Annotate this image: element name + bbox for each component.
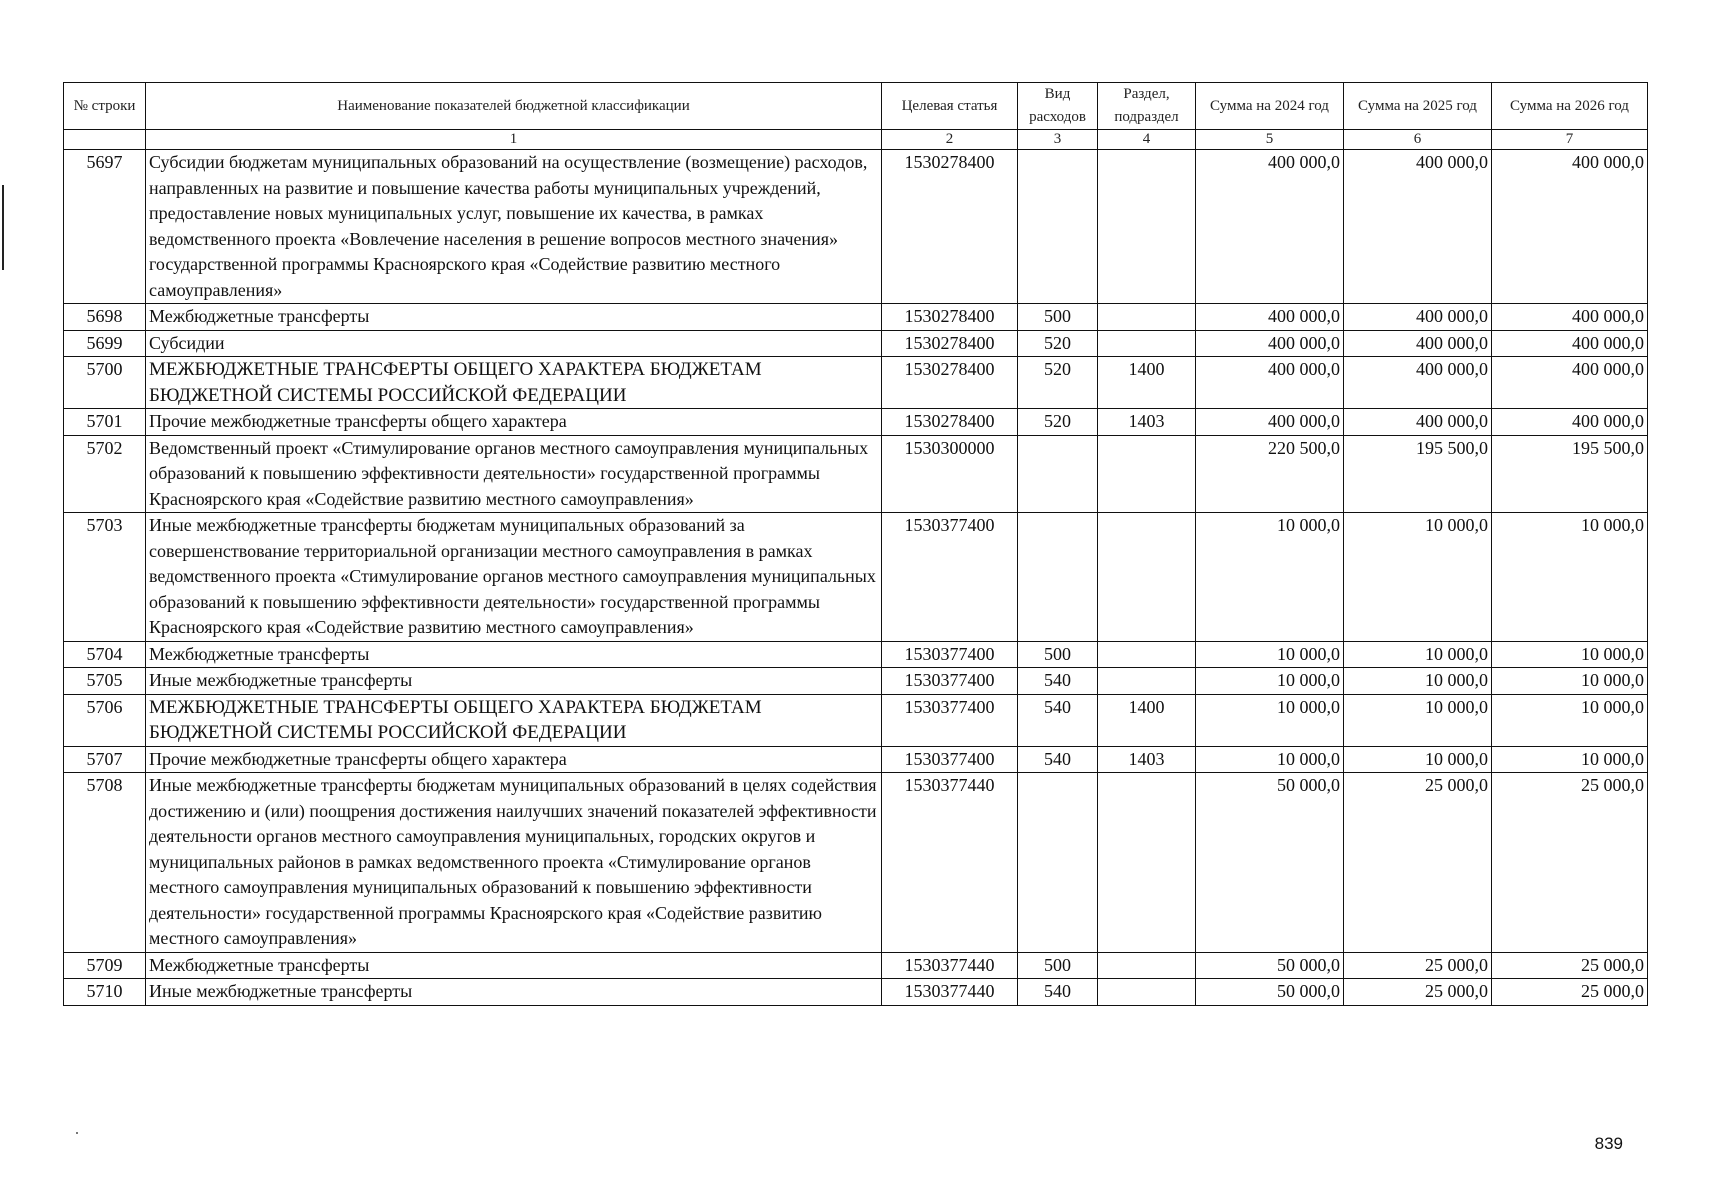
- row-number: 5702: [64, 435, 146, 513]
- row-sum-2025: 10 000,0: [1344, 513, 1492, 642]
- column-number: 2: [882, 130, 1018, 150]
- row-sum-2026: 400 000,0: [1492, 357, 1648, 409]
- row-razd: [1098, 330, 1196, 357]
- column-number: 6: [1344, 130, 1492, 150]
- row-sum-2026: 400 000,0: [1492, 409, 1648, 436]
- row-vid: 540: [1018, 979, 1098, 1006]
- row-code: 1530377400: [882, 668, 1018, 695]
- budget-table: [63, 82, 1648, 1006]
- row-razd: 1403: [1098, 409, 1196, 436]
- row-razd: 1400: [1098, 357, 1196, 409]
- row-sum-2026: 25 000,0: [1492, 979, 1648, 1006]
- row-sum-2025: 25 000,0: [1344, 979, 1492, 1006]
- scan-speck: [76, 1132, 78, 1134]
- row-sum-2026: 400 000,0: [1492, 330, 1648, 357]
- table-row: [64, 150, 1648, 304]
- row-number: 5704: [64, 641, 146, 668]
- row-name: Субсидии бюджетам муниципальных образований на осуществление (возмещение) расходов, направленных на развитие и повышение качества работы муниципальных учреждений, предоставление новых муниципальных услуг, повышение их качества, в рамках ведомственного проекта «Вовлечение населения в решение вопросов местного значения» государственной программы Красноярского края «Содействие развитию местного самоуправления»: [146, 150, 882, 304]
- row-name: Иные межбюджетные трансферты: [146, 668, 882, 695]
- row-code: 1530377440: [882, 952, 1018, 979]
- column-number: 1: [146, 130, 882, 150]
- table-row: [64, 773, 1648, 953]
- row-vid: 520: [1018, 330, 1098, 357]
- row-sum-2026: 400 000,0: [1492, 304, 1648, 331]
- row-number: 5708: [64, 773, 146, 953]
- table-row: [64, 979, 1648, 1006]
- row-razd: 1400: [1098, 694, 1196, 746]
- row-name: Ведомственный проект «Стимулирование органов местного самоуправления муниципальных образований к повышению эффективности деятельности» государственной программы Красноярского края «Содействие развитию местного самоуправления»: [146, 435, 882, 513]
- row-number: 5701: [64, 409, 146, 436]
- row-vid: 540: [1018, 746, 1098, 773]
- row-sum-2025: 10 000,0: [1344, 668, 1492, 695]
- row-code: 1530278400: [882, 409, 1018, 436]
- row-vid: 500: [1018, 952, 1098, 979]
- row-razd: 1403: [1098, 746, 1196, 773]
- row-vid: [1018, 435, 1098, 513]
- row-name: Субсидии: [146, 330, 882, 357]
- row-name: Иные межбюджетные трансферты: [146, 979, 882, 1006]
- row-sum-2024: 10 000,0: [1196, 668, 1344, 695]
- table-row: [64, 668, 1648, 695]
- row-name: Прочие межбюджетные трансферты общего характера: [146, 409, 882, 436]
- header-sum-2025: Сумма на 2025 год: [1344, 83, 1492, 130]
- header-code: Целевая статья: [882, 83, 1018, 130]
- row-sum-2024: 50 000,0: [1196, 773, 1344, 953]
- row-number: 5699: [64, 330, 146, 357]
- row-sum-2024: 10 000,0: [1196, 694, 1344, 746]
- row-sum-2026: 25 000,0: [1492, 952, 1648, 979]
- row-sum-2025: 400 000,0: [1344, 304, 1492, 331]
- row-sum-2024: 10 000,0: [1196, 746, 1344, 773]
- row-razd: [1098, 513, 1196, 642]
- row-number: 5705: [64, 668, 146, 695]
- row-vid: 500: [1018, 641, 1098, 668]
- table-row: [64, 513, 1648, 642]
- row-vid: [1018, 150, 1098, 304]
- row-sum-2024: 10 000,0: [1196, 641, 1344, 668]
- row-sum-2025: 400 000,0: [1344, 409, 1492, 436]
- row-sum-2024: 400 000,0: [1196, 357, 1344, 409]
- row-sum-2024: 10 000,0: [1196, 513, 1344, 642]
- row-code: 1530278400: [882, 357, 1018, 409]
- column-number-row: [64, 130, 1648, 150]
- row-code: 1530377440: [882, 979, 1018, 1006]
- row-vid: 540: [1018, 668, 1098, 695]
- column-number-blank: [64, 130, 146, 150]
- row-sum-2025: 10 000,0: [1344, 746, 1492, 773]
- column-number: 4: [1098, 130, 1196, 150]
- row-name: Иные межбюджетные трансферты бюджетам муниципальных образований за совершенствование территориальной организации местного самоуправления в рамках ведомственного проекта «Стимулирование органов местного самоуправления муниципальных образований к повышению эффективности деятельности» государственной программы Красноярского края «Содействие развитию местного самоуправления»: [146, 513, 882, 642]
- table-body: [64, 150, 1648, 1006]
- row-sum-2024: 400 000,0: [1196, 304, 1344, 331]
- row-code: 1530377400: [882, 513, 1018, 642]
- row-razd: [1098, 773, 1196, 953]
- row-razd: [1098, 641, 1196, 668]
- row-sum-2024: 50 000,0: [1196, 952, 1344, 979]
- row-razd: [1098, 304, 1196, 331]
- row-code: 1530278400: [882, 304, 1018, 331]
- row-sum-2026: 10 000,0: [1492, 746, 1648, 773]
- row-razd: [1098, 150, 1196, 304]
- row-vid: 540: [1018, 694, 1098, 746]
- row-code: 1530377400: [882, 641, 1018, 668]
- table-row: [64, 304, 1648, 331]
- table-row: [64, 694, 1648, 746]
- page-number: 839: [1594, 1134, 1623, 1153]
- table-row: [64, 746, 1648, 773]
- row-name: Прочие межбюджетные трансферты общего характера: [146, 746, 882, 773]
- row-sum-2024: 50 000,0: [1196, 979, 1344, 1006]
- margin-mark: [2, 185, 4, 270]
- header-name: Наименование показателей бюджетной классификации: [146, 83, 882, 130]
- row-sum-2026: 400 000,0: [1492, 150, 1648, 304]
- column-number: 5: [1196, 130, 1344, 150]
- row-sum-2026: 195 500,0: [1492, 435, 1648, 513]
- row-razd: [1098, 952, 1196, 979]
- column-number: 7: [1492, 130, 1648, 150]
- row-sum-2025: 400 000,0: [1344, 357, 1492, 409]
- row-number: 5698: [64, 304, 146, 331]
- row-sum-2025: 10 000,0: [1344, 641, 1492, 668]
- header-row: [64, 83, 1648, 130]
- row-sum-2026: 10 000,0: [1492, 513, 1648, 642]
- table-row: [64, 330, 1648, 357]
- row-sum-2024: 400 000,0: [1196, 150, 1344, 304]
- header-vid: Вид расходов: [1018, 83, 1098, 130]
- row-sum-2025: 195 500,0: [1344, 435, 1492, 513]
- row-sum-2024: 400 000,0: [1196, 409, 1344, 436]
- table-row: [64, 952, 1648, 979]
- row-code: 1530377440: [882, 773, 1018, 953]
- row-razd: [1098, 979, 1196, 1006]
- row-name: Межбюджетные трансферты: [146, 952, 882, 979]
- row-number: 5707: [64, 746, 146, 773]
- row-razd: [1098, 668, 1196, 695]
- row-sum-2024: 220 500,0: [1196, 435, 1344, 513]
- row-code: 1530278400: [882, 330, 1018, 357]
- row-code: 1530377400: [882, 746, 1018, 773]
- row-number: 5697: [64, 150, 146, 304]
- row-name: Иные межбюджетные трансферты бюджетам муниципальных образований в целях содействия достижению и (или) поощрения достижения наилучших значений показателей эффективности деятельности органов местного самоуправления муниципальных, городских округов и муниципальных районов в рамках ведомственного проекта «Стимулирование органов местного самоуправления муниципальных образований к повышению эффективности деятельности» государственной программы Красноярского края «Содействие развитию местного самоуправления»: [146, 773, 882, 953]
- header-razd: Раздел, подраздел: [1098, 83, 1196, 130]
- row-vid: 520: [1018, 409, 1098, 436]
- row-vid: 500: [1018, 304, 1098, 331]
- row-name: Межбюджетные трансферты: [146, 641, 882, 668]
- row-sum-2025: 10 000,0: [1344, 694, 1492, 746]
- column-number: 3: [1018, 130, 1098, 150]
- row-sum-2025: 400 000,0: [1344, 330, 1492, 357]
- row-code: 1530377400: [882, 694, 1018, 746]
- row-number: 5709: [64, 952, 146, 979]
- header-num: № строки: [64, 83, 146, 130]
- row-razd: [1098, 435, 1196, 513]
- table-row: [64, 409, 1648, 436]
- row-sum-2026: 10 000,0: [1492, 694, 1648, 746]
- table-row: [64, 357, 1648, 409]
- row-name: МЕЖБЮДЖЕТНЫЕ ТРАНСФЕРТЫ ОБЩЕГО ХАРАКТЕРА БЮДЖЕТАМ БЮДЖЕТНОЙ СИСТЕМЫ РОССИЙСКОЙ ФЕДЕРАЦИИ: [146, 357, 882, 409]
- row-name: МЕЖБЮДЖЕТНЫЕ ТРАНСФЕРТЫ ОБЩЕГО ХАРАКТЕРА БЮДЖЕТАМ БЮДЖЕТНОЙ СИСТЕМЫ РОССИЙСКОЙ ФЕДЕРАЦИИ: [146, 694, 882, 746]
- row-number: 5703: [64, 513, 146, 642]
- row-sum-2026: 25 000,0: [1492, 773, 1648, 953]
- row-vid: [1018, 513, 1098, 642]
- row-code: 1530300000: [882, 435, 1018, 513]
- row-number: 5706: [64, 694, 146, 746]
- row-sum-2025: 25 000,0: [1344, 773, 1492, 953]
- header-sum-2026: Сумма на 2026 год: [1492, 83, 1648, 130]
- row-number: 5700: [64, 357, 146, 409]
- table-row: [64, 641, 1648, 668]
- row-sum-2025: 400 000,0: [1344, 150, 1492, 304]
- row-vid: [1018, 773, 1098, 953]
- row-name: Межбюджетные трансферты: [146, 304, 882, 331]
- row-number: 5710: [64, 979, 146, 1006]
- row-vid: 520: [1018, 357, 1098, 409]
- row-sum-2025: 25 000,0: [1344, 952, 1492, 979]
- row-sum-2026: 10 000,0: [1492, 641, 1648, 668]
- row-sum-2024: 400 000,0: [1196, 330, 1344, 357]
- row-sum-2026: 10 000,0: [1492, 668, 1648, 695]
- header-sum-2024: Сумма на 2024 год: [1196, 83, 1344, 130]
- row-code: 1530278400: [882, 150, 1018, 304]
- table-row: [64, 435, 1648, 513]
